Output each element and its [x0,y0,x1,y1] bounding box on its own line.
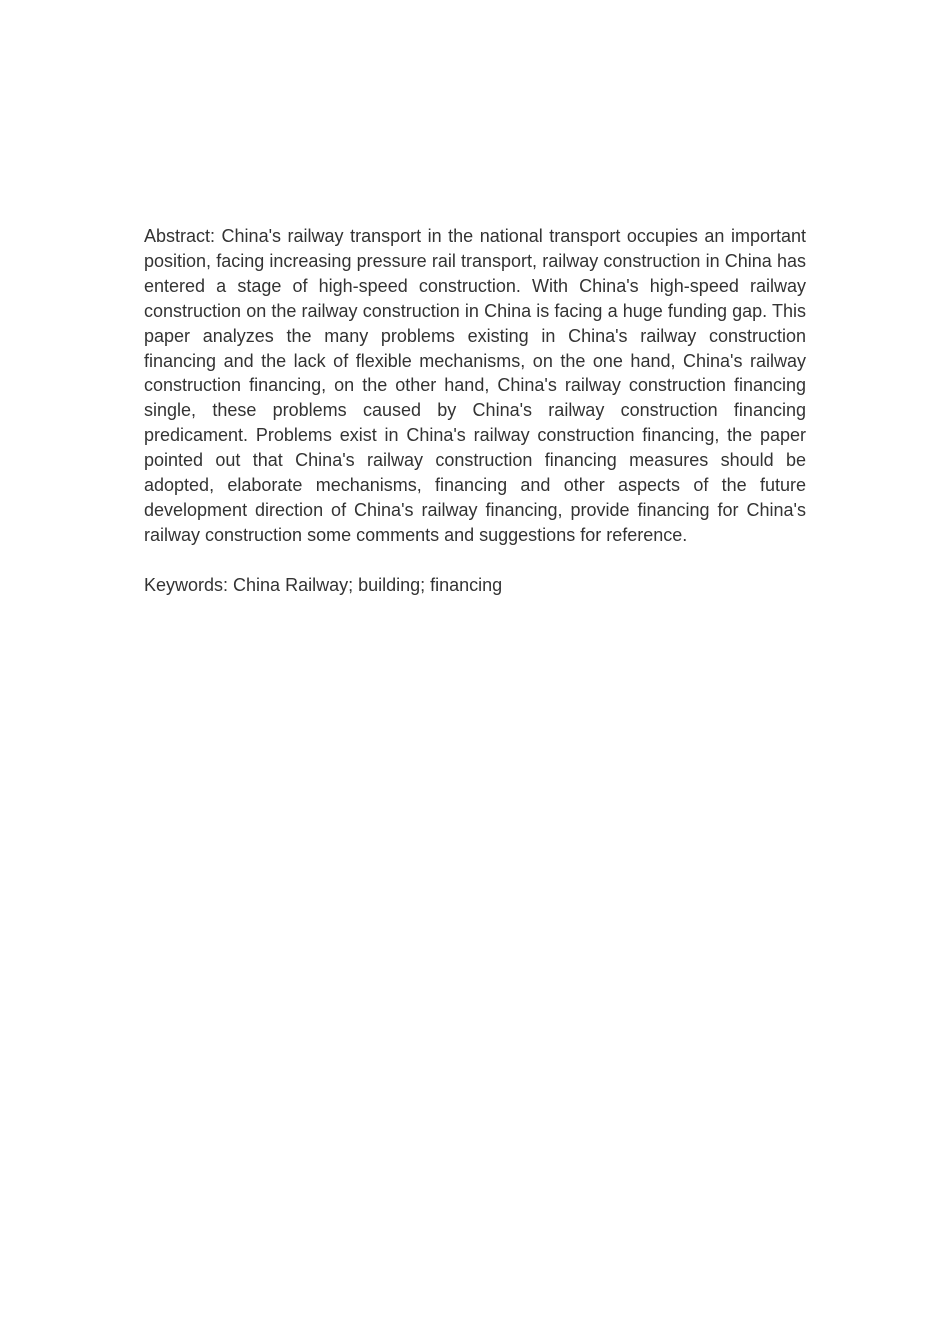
abstract-paragraph: Abstract: China's railway transport in the national transport occupies an important position, facing increasing pressure rail transport, railway construction in China has entered a stage of high-speed construction. With China's high-speed railway construction on the railway construction in China is facing a huge funding gap. This paper analyzes the many problems existing in China's railway construction financing and the lack of flexible mechanisms, on the one hand, China's railway construction financing, on the other hand, China's railway construction financing single, these problems caused by China's railway construction financing predicament. Problems exist in China's railway construction financing, the paper pointed out that China's railway construction financing measures should be adopted, elaborate mechanisms, financing and other aspects of the future development direction of China's railway financing, provide financing for China's railway construction some comments and suggestions for reference. [144,226,806,545]
keywords-line: Keywords: China Railway; building; financing [144,574,503,595]
document-body [144,224,806,598]
